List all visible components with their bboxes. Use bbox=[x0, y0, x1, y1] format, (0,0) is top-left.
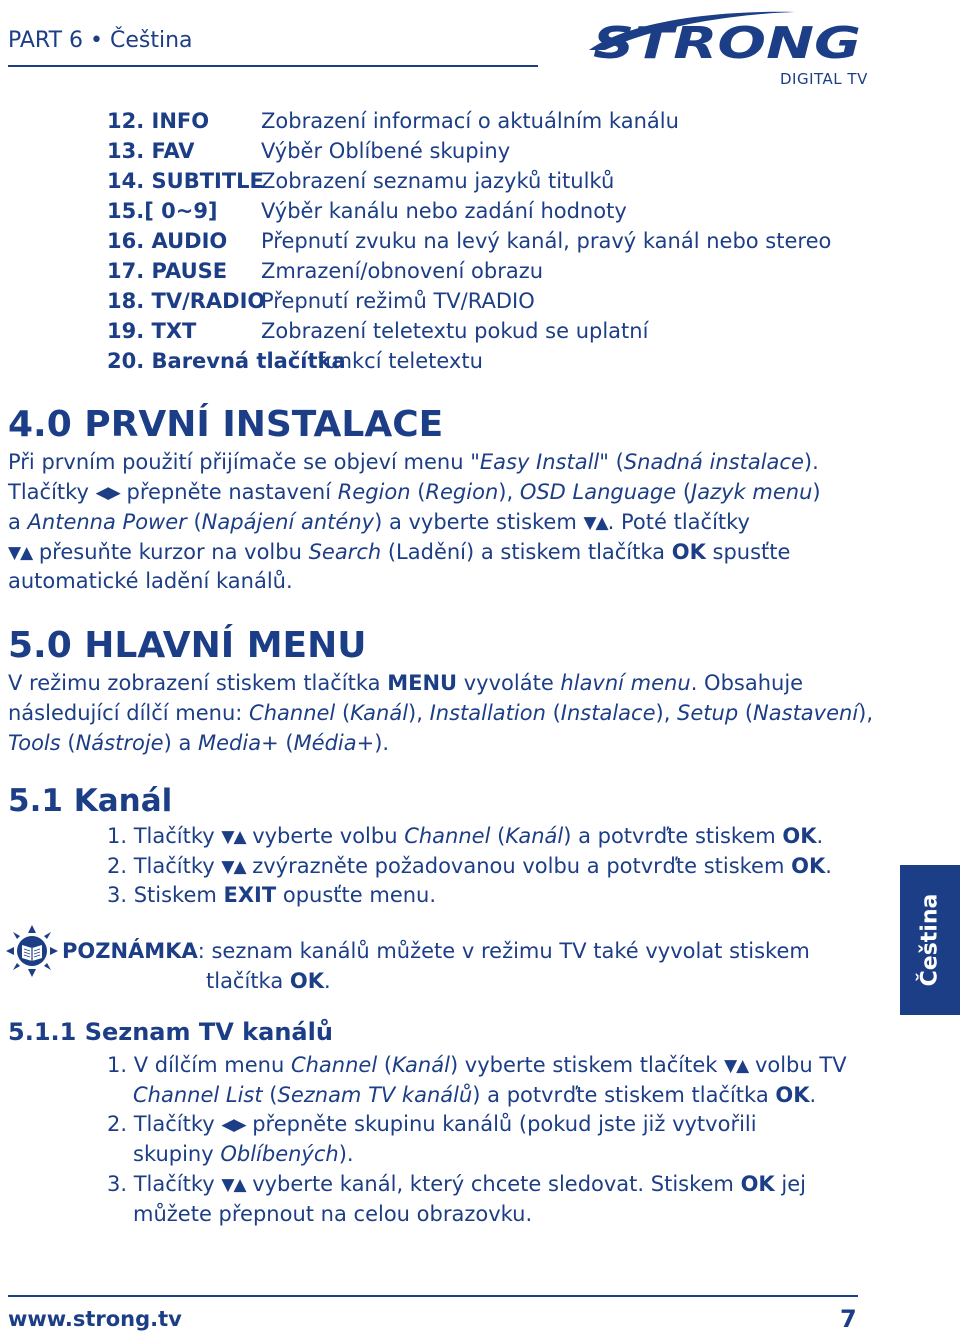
language-side-tab bbox=[900, 865, 960, 1015]
list-item: 2. Tlačítky ◀▶ přepněte skupinu kanálů (pokud jste již vytvořili bbox=[107, 1112, 757, 1136]
text-line: Při prvním použití přijímače se objeví menu "Easy Install" (Snadná instalace). bbox=[8, 450, 819, 474]
key-name: 20. Barevná tlačítka bbox=[107, 349, 346, 373]
note-line: POZNÁMKA: seznam kanálů můžete v režimu TV také vyvolat stiskem bbox=[62, 939, 810, 963]
list-item: 1. V dílčím menu Channel (Kanál) vyberte stiskem tlačítek ▼▲ volbu TV bbox=[107, 1053, 847, 1077]
section-title-tv-channel-list: 5.1.1 Seznam TV kanálů bbox=[8, 1018, 333, 1046]
key-description: Zobrazení seznamu jazyků titulků bbox=[261, 169, 615, 193]
key-name: 14. SUBTITLE bbox=[107, 169, 264, 193]
footer-divider bbox=[8, 1295, 858, 1297]
section-title-channel: 5.1 Kanál bbox=[8, 783, 173, 819]
down-up-arrows-icon: ▼▲ bbox=[221, 1175, 246, 1195]
key-row bbox=[0, 316, 960, 346]
list-item: 1. Tlačítky ▼▲ vyberte volbu Channel (Kanál) a potvrďte stiskem OK. bbox=[107, 824, 824, 848]
logo-text: STRONG bbox=[593, 18, 861, 66]
key-row bbox=[0, 256, 960, 286]
key-name: 18. TV/RADIO bbox=[107, 289, 266, 313]
header-divider bbox=[8, 65, 538, 67]
text-line: následující dílčí menu: Channel (Kanál), Installation (Instalace), Setup (Nastavení), bbox=[8, 701, 874, 725]
key-name: 19. TXT bbox=[107, 319, 197, 343]
footer-url: www.strong.tv bbox=[8, 1307, 182, 1331]
key-row bbox=[0, 106, 960, 136]
text-line: a Antenna Power (Napájení antény) a vyberte stiskem ▼▲. Poté tlačítky bbox=[8, 510, 750, 534]
key-row bbox=[0, 286, 960, 316]
key-description: Zobrazení informací o aktuálním kanálu bbox=[261, 109, 679, 133]
section-title-main-menu: 5.0 HLAVNÍ MENU bbox=[8, 625, 367, 666]
key-description: Výběr Oblíbené skupiny bbox=[261, 139, 511, 163]
key-name: 16. AUDIO bbox=[107, 229, 228, 253]
left-right-arrows-icon: ◀▶ bbox=[95, 483, 120, 503]
down-up-arrows-icon: ▼▲ bbox=[8, 543, 33, 563]
list-item: 3. Stiskem EXIT opusťte menu. bbox=[107, 883, 437, 907]
note-line: tlačítka OK. bbox=[206, 969, 331, 993]
key-description: Přepnutí zvuku na levý kanál, pravý kanál nebo stereo bbox=[261, 229, 832, 253]
down-up-arrows-icon: ▼▲ bbox=[221, 827, 246, 847]
note-label: POZNÁMKA bbox=[62, 939, 198, 963]
down-up-arrows-icon: ▼▲ bbox=[583, 513, 608, 533]
key-name: 12. INFO bbox=[107, 109, 210, 133]
down-up-arrows-icon: ▼▲ bbox=[221, 857, 246, 877]
key-description: funkcí teletextu bbox=[318, 349, 483, 373]
list-item-continuation: můžete přepnout na celou obrazovku. bbox=[133, 1202, 533, 1226]
list-item-continuation: skupiny Oblíbených). bbox=[133, 1142, 354, 1166]
logo-subtitle: DIGITAL TV bbox=[780, 70, 868, 88]
text-line: Tools (Nástroje) a Media+ (Média+). bbox=[8, 731, 390, 755]
key-description: Zmrazení/obnovení obrazu bbox=[261, 259, 544, 283]
page-number: 7 bbox=[840, 1305, 857, 1333]
key-row bbox=[0, 196, 960, 226]
key-description: Přepnutí režimů TV/RADIO bbox=[261, 289, 535, 313]
down-up-arrows-icon: ▼▲ bbox=[724, 1056, 749, 1076]
list-item: 3. Tlačítky ▼▲ vyberte kanál, který chcete sledovat. Stiskem OK jej bbox=[107, 1172, 806, 1196]
header-part-label: PART 6 • Čeština bbox=[8, 28, 193, 53]
text-line: automatické ladění kanálů. bbox=[8, 569, 293, 593]
key-description: Výběr kanálu nebo zadání hodnoty bbox=[261, 199, 627, 223]
note-book-icon bbox=[6, 925, 58, 977]
key-description: Zobrazení teletextu pokud se uplatní bbox=[261, 319, 649, 343]
key-row bbox=[0, 346, 960, 376]
key-name: 17. PAUSE bbox=[107, 259, 228, 283]
list-item-continuation: Channel List (Seznam TV kanálů) a potvrďte stiskem tlačítka OK. bbox=[133, 1083, 817, 1107]
key-row bbox=[0, 226, 960, 256]
text-line: Tlačítky ◀▶ přepněte nastavení Region (Region), OSD Language (Jazyk menu) bbox=[8, 480, 821, 504]
section-title-first-install: 4.0 PRVNÍ INSTALACE bbox=[8, 404, 444, 445]
text-line: V režimu zobrazení stiskem tlačítka MENU vyvoláte hlavní menu. Obsahuje bbox=[8, 671, 804, 695]
key-row bbox=[0, 166, 960, 196]
key-name: 13. FAV bbox=[107, 139, 195, 163]
left-right-arrows-icon: ◀▶ bbox=[221, 1115, 246, 1135]
key-row bbox=[0, 136, 960, 166]
key-name: 15.[ 0~9] bbox=[107, 199, 218, 223]
list-item: 2. Tlačítky ▼▲ zvýrazněte požadovanou volbu a potvrďte stiskem OK. bbox=[107, 854, 832, 878]
side-tab-label: Čeština bbox=[917, 893, 943, 987]
strong-logo bbox=[585, 6, 865, 66]
text-line: ▼▲ přesuňte kurzor na volbu Search (Ladění) a stiskem tlačítka OK spusťte bbox=[8, 540, 791, 564]
